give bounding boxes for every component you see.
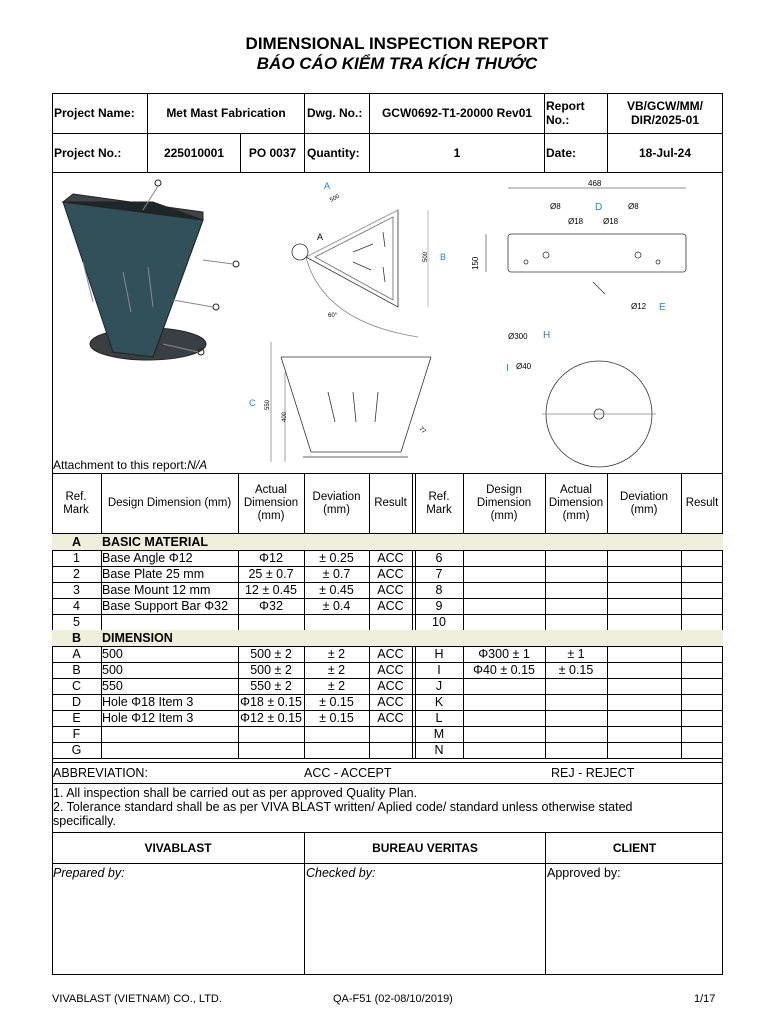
actual-dimension: Φ32 [259, 599, 283, 613]
design-dimension-2 [463, 614, 545, 630]
ref-mark-2: N [434, 743, 444, 757]
deviation: ± 2 [327, 663, 346, 677]
label-a-blue: A [324, 181, 331, 191]
deviation-2 [607, 582, 681, 598]
dim-77: 77 [417, 426, 427, 436]
design-dimension-2 [463, 598, 545, 614]
deviation: ± 0.7 [322, 567, 351, 581]
isometric-view [63, 180, 239, 360]
project-name-value: Met Mast Fabrication [166, 106, 286, 120]
design-dimension-2 [463, 566, 545, 582]
prepared-by-label: Prepared by: [53, 865, 125, 880]
actual-dimension-2 [545, 550, 607, 566]
label-i: I [506, 363, 509, 374]
result: ACC [377, 695, 404, 709]
result-2 [681, 710, 723, 726]
ref-mark-2: J [435, 679, 443, 693]
section-mark: A [71, 535, 82, 549]
deviation-2 [607, 550, 681, 566]
col-deviation-header: Deviation (mm) [312, 490, 361, 516]
deviation: ± 0.4 [322, 599, 351, 613]
ref-mark-2: L [435, 711, 443, 725]
checked-by-label: Checked by: [306, 865, 376, 880]
abbreviation-reject: REJ - REJECT [551, 765, 635, 780]
footer-company: VIVABLAST (VIETNAM) CO., LTD. [52, 993, 222, 1005]
abbreviation-label: ABBREVIATION: [53, 765, 148, 780]
ref-mark-2: M [433, 727, 445, 741]
actual-dimension-2 [545, 742, 607, 758]
deviation: ± 0.15 [319, 695, 354, 709]
approved-by-label: Approved by: [547, 865, 621, 880]
section-mark: B [71, 631, 82, 645]
project-no-value: 225010001 [163, 145, 225, 160]
col-result-2-header: Result [685, 497, 719, 509]
ref-mark: 2 [73, 567, 80, 581]
result [369, 726, 412, 742]
ref-mark: B [72, 663, 81, 677]
design-dimension-2 [463, 710, 545, 726]
ref-mark-2: I [437, 663, 441, 677]
actual-dimension-2 [545, 566, 607, 582]
actual-dimension-2 [545, 694, 607, 710]
design-dimension: Hole Φ18 Item 3 [102, 695, 194, 709]
result-2 [681, 550, 723, 566]
design-dimension: Base Support Bar Φ32 [102, 599, 229, 613]
actual-dimension: 500 ± 2 [250, 647, 292, 661]
col-actual-dimension-header: Actual Dimension (mm) [243, 484, 299, 522]
design-dimension-2: Φ300 ± 1 [478, 647, 530, 661]
result-2 [681, 662, 723, 678]
design-dimension-2 [463, 550, 545, 566]
design-dimension-2 [463, 742, 545, 758]
report-title: DIMENSIONAL INSPECTION REPORT [245, 34, 549, 53]
note-2-continued: specifically. [53, 814, 116, 828]
label-h: H [543, 330, 551, 341]
deviation: ± 0.45 [319, 583, 354, 597]
attachment-value: N/A [187, 458, 208, 472]
dim-d18-right: Ø18 [603, 217, 619, 226]
actual-dimension: Φ18 ± 0.15 [239, 695, 302, 709]
result-2 [681, 614, 723, 630]
design-dimension: Base Plate 25 mm [102, 567, 205, 581]
result-2 [681, 694, 723, 710]
col-ref-mark-header: Ref. Mark [63, 490, 89, 516]
actual-dimension: 25 ± 0.7 [248, 567, 294, 581]
technical-drawing [53, 172, 722, 472]
deviation: ± 2 [327, 679, 346, 693]
dim-500-top: 500 [329, 193, 341, 204]
deviation-2 [607, 678, 681, 694]
result: ACC [377, 679, 404, 693]
ref-mark: 4 [73, 599, 80, 613]
design-dimension: Base Mount 12 mm [102, 583, 211, 597]
deviation-2 [607, 662, 681, 678]
result-2 [681, 598, 723, 614]
design-dimension: 550 [102, 679, 123, 693]
ref-mark: E [72, 711, 81, 725]
result: ACC [377, 567, 404, 581]
bar-detail-view [486, 188, 686, 294]
deviation-2 [607, 726, 681, 742]
result-2 [681, 646, 723, 662]
actual-dimension [238, 742, 304, 758]
abbreviation-accept: ACC - ACCEPT [304, 765, 392, 780]
top-view [292, 210, 428, 337]
result-2 [681, 582, 723, 598]
ref-mark-2: H [434, 647, 444, 661]
ref-mark: F [72, 727, 81, 741]
design-dimension-2: Φ40 ± 0.15 [472, 663, 535, 677]
quantity-value: 1 [453, 145, 461, 160]
footer-form-number: QA-F51 (02-08/10/2019) [333, 993, 453, 1005]
deviation-2 [607, 710, 681, 726]
report-no-label: Report No.: [546, 99, 585, 127]
dim-d8-right: Ø8 [628, 202, 639, 211]
result-2 [681, 566, 723, 582]
section-title: DIMENSION [102, 631, 173, 645]
design-dimension-2 [463, 582, 545, 598]
ref-mark: A [72, 647, 81, 661]
signature-client-title: CLIENT [612, 840, 657, 855]
actual-dimension: 12 ± 0.45 [244, 583, 298, 597]
deviation-2 [607, 598, 681, 614]
deviation-2 [607, 694, 681, 710]
deviation: ± 2 [327, 647, 346, 661]
result [369, 614, 412, 630]
label-e: E [659, 302, 666, 313]
ref-mark: G [71, 743, 82, 757]
dim-468: 468 [588, 179, 602, 188]
actual-dimension: 500 ± 2 [250, 663, 292, 677]
label-c: C [249, 398, 256, 408]
design-dimension-2 [463, 726, 545, 742]
po-number: PO 0037 [248, 145, 297, 160]
actual-dimension-2: ± 0.15 [558, 663, 594, 677]
ref-mark: 1 [73, 551, 80, 565]
report-title-vietnamese: BÁO CÁO KIỂM TRA KÍCH THƯỚC [256, 54, 538, 73]
dim-d12: Ø12 [631, 302, 647, 311]
ref-mark-2: 10 [432, 615, 446, 629]
col-design-dimension-header: Design Dimension (mm) [107, 497, 232, 509]
dim-400: 400 [282, 411, 288, 422]
attachment-line: Attachment to this report: N/A [53, 458, 208, 472]
actual-dimension-2 [545, 678, 607, 694]
ref-mark: C [71, 679, 82, 693]
ref-mark-2: 6 [435, 551, 443, 565]
actual-dimension-2: ± 1 [567, 647, 585, 661]
note-1: 1. All inspection shall be carried out as per approved Quality Plan. [53, 786, 418, 800]
result: ACC [377, 583, 404, 597]
design-dimension [101, 726, 238, 742]
quantity-label: Quantity: [307, 145, 360, 160]
project-name-label: Project Name: [54, 106, 135, 120]
deviation-2 [607, 646, 681, 662]
result: ACC [377, 551, 404, 565]
dim-d300: Ø300 [508, 332, 528, 341]
dim-550: 550 [265, 399, 271, 410]
result: ACC [377, 599, 404, 613]
actual-dimension-2 [545, 614, 607, 630]
dwg-no-label: Dwg. No.: [307, 106, 363, 120]
ref-mark: D [71, 695, 82, 709]
notes [53, 786, 721, 828]
design-dimension: Base Angle Φ12 [102, 551, 193, 565]
design-dimension-2 [463, 694, 545, 710]
result-2 [681, 726, 723, 742]
footer-page-number: 1/17 [694, 993, 716, 1005]
result: ACC [377, 647, 404, 661]
label-b: B [440, 252, 447, 262]
dim-d18-left: Ø18 [568, 217, 584, 226]
actual-dimension-2 [545, 710, 607, 726]
deviation: ± 0.25 [319, 551, 354, 565]
ref-mark-2: 9 [435, 599, 443, 613]
result: ACC [377, 663, 404, 677]
dim-60-deg: 60° [328, 313, 338, 319]
deviation: ± 0.15 [319, 711, 354, 725]
design-dimension: Hole Φ12 Item 3 [102, 711, 194, 725]
col-ref-mark-2-header: Ref. Mark [426, 490, 452, 516]
deviation-2 [607, 566, 681, 582]
ref-mark: 3 [73, 583, 80, 597]
section-title: BASIC MATERIAL [102, 535, 209, 549]
dwg-no-value: GCW0692-T1-20000 Rev01 [381, 106, 533, 120]
actual-dimension [238, 726, 304, 742]
note-2: 2. Tolerance standard shall be as per VIVA BLAST written/ Aplied code/ standard unless otherwise stated [53, 800, 633, 814]
actual-dimension-2 [545, 726, 607, 742]
label-d: D [595, 202, 603, 213]
result [369, 742, 412, 758]
deviation-2 [607, 614, 681, 630]
design-dimension [101, 614, 238, 630]
col-actual-dimension-2-header: Actual Dimension (mm) [548, 484, 604, 522]
deviation-2 [607, 742, 681, 758]
col-design-dimension-2-header: Design Dimension (mm) [476, 484, 532, 522]
ref-mark-2: 7 [435, 567, 443, 581]
result-2 [681, 742, 723, 758]
design-dimension [101, 742, 238, 758]
actual-dimension: 550 ± 2 [250, 679, 292, 693]
deviation [304, 742, 369, 758]
signature-vivablast-title: VIVABLAST [144, 840, 212, 855]
dim-d8-left: Ø8 [550, 202, 561, 211]
design-dimension: 500 [102, 647, 123, 661]
design-dimension: 500 [102, 663, 123, 677]
project-no-label: Project No.: [54, 145, 122, 160]
deviation [304, 614, 369, 630]
deviation [304, 726, 369, 742]
signature-bureau-veritas-title: BUREAU VERITAS [372, 840, 478, 855]
ref-mark-2: K [434, 695, 444, 709]
dim-500-side: 500 [423, 251, 429, 262]
report-no-value: VB/GCW/MM/ DIR/2025-01 [627, 99, 703, 127]
dim-150: 150 [471, 256, 480, 270]
date-label: Date: [546, 145, 577, 160]
ref-mark-2: 8 [435, 583, 443, 597]
label-a: A [317, 232, 324, 242]
actual-dimension [238, 614, 304, 630]
ref-mark: 5 [73, 615, 80, 629]
dim-d40: Ø40 [516, 362, 532, 371]
actual-dimension: Φ12 [259, 551, 283, 565]
plate-detail-view [542, 361, 656, 467]
col-deviation-2-header: Deviation (mm) [620, 490, 668, 516]
actual-dimension-2 [545, 598, 607, 614]
design-dimension-2 [463, 678, 545, 694]
col-result-header: Result [374, 497, 407, 509]
actual-dimension-2 [545, 582, 607, 598]
front-view [271, 342, 431, 462]
result: ACC [377, 711, 404, 725]
date-value: 18-Jul-24 [638, 145, 692, 160]
actual-dimension: Φ12 ± 0.15 [239, 711, 302, 725]
result-2 [681, 678, 723, 694]
